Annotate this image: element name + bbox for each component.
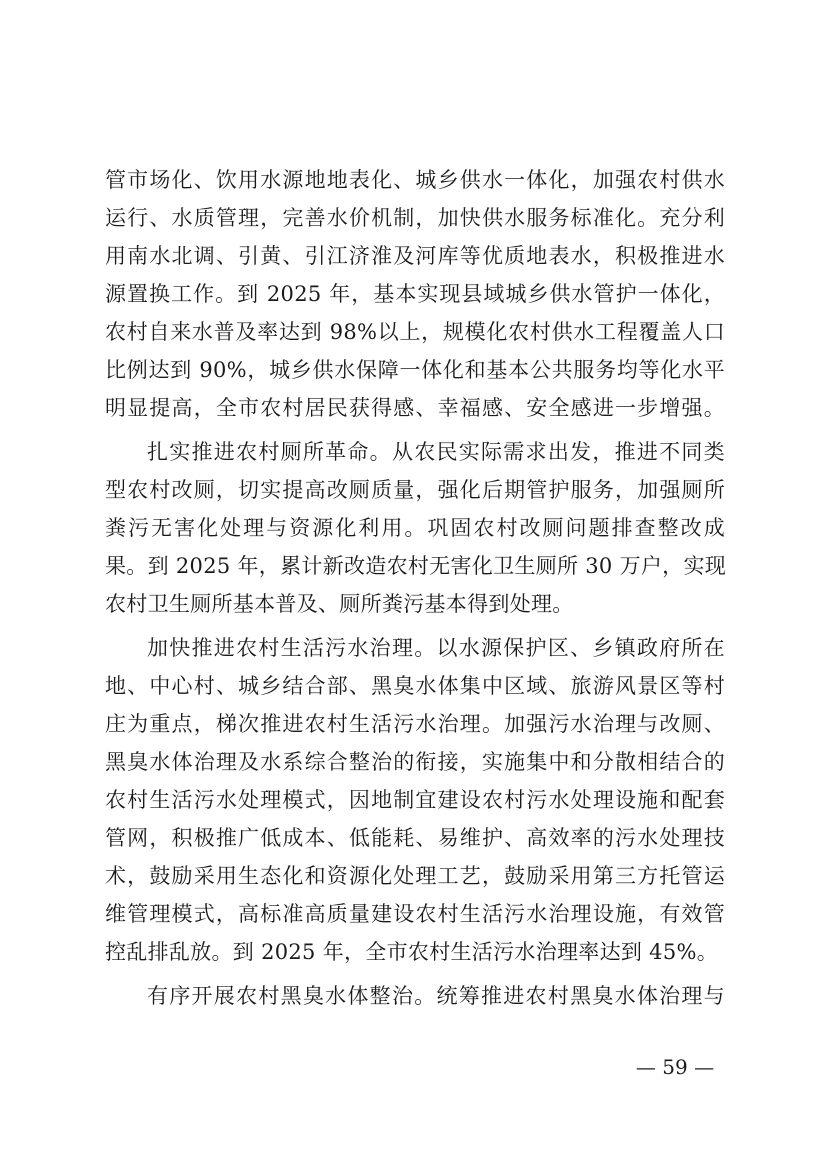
text-line: 管市场化、饮用水源地地表化、城乡供水一体化，加强农村供水 bbox=[105, 168, 725, 192]
text-line: 控乱排乱放。到 2025 年，全市农村生活污水治理率达到 45%。 bbox=[105, 940, 719, 964]
paragraph-start-line: 扎实推进农村厕所革命。从农民实际需求出发，推进不同类 bbox=[147, 440, 725, 464]
text-line: 粪污无害化处理与资源化利用。巩固农村改厕问题排查整改成 bbox=[105, 516, 725, 540]
text-line: 庄为重点，梯次推进农村生活污水治理。加强污水治理与改厕、 bbox=[105, 712, 725, 736]
text-line: 用南水北调、引黄、引江济淮及河库等优质地表水，积极推进水 bbox=[105, 244, 725, 268]
page-number: — 59 — bbox=[635, 1055, 715, 1079]
text-line: 黑臭水体治理及水系综合整治的衔接，实施集中和分散相结合的 bbox=[105, 750, 725, 774]
text-line: 运行、水质管理，完善水价机制，加快供水服务标准化。充分利 bbox=[105, 206, 725, 230]
text-line: 管网，积极推广低成本、低能耗、易维护、高效率的污水处理技 bbox=[105, 826, 725, 850]
text-line: 维管理模式，高标准高质量建设农村生活污水治理设施，有效管 bbox=[105, 902, 725, 926]
paragraph-start-line: 加快推进农村生活污水治理。以水源保护区、乡镇政府所在 bbox=[147, 636, 725, 660]
text-line: 农村卫生厕所基本普及、厕所粪污基本得到处理。 bbox=[105, 592, 574, 616]
text-line: 术，鼓励采用生态化和资源化处理工艺，鼓励采用第三方托管运 bbox=[105, 864, 725, 888]
text-line: 农村自来水普及率达到 98%以上，规模化农村供水工程覆盖人口 bbox=[105, 320, 725, 344]
text-line: 源置换工作。到 2025 年，基本实现县域城乡供水管护一体化， bbox=[105, 282, 725, 306]
text-line: 明显提高，全市农村居民获得感、幸福感、安全感进一步增强。 bbox=[105, 396, 725, 420]
text-line: 型农村改厕，切实提高改厕质量，强化后期管护服务，加强厕所 bbox=[105, 478, 725, 502]
text-line: 比例达到 90%，城乡供水保障一体化和基本公共服务均等化水平 bbox=[105, 358, 725, 382]
text-line: 农村生活污水处理模式，因地制宜建设农村污水处理设施和配套 bbox=[105, 788, 725, 812]
paragraph-start-line: 有序开展农村黑臭水体整治。统筹推进农村黑臭水体治理与 bbox=[147, 984, 725, 1008]
text-line: 果。到 2025 年，累计新改造农村无害化卫生厕所 30 万户，实现 bbox=[105, 554, 727, 578]
text-line: 地、中心村、城乡结合部、黑臭水体集中区域、旅游风景区等村 bbox=[105, 674, 725, 698]
